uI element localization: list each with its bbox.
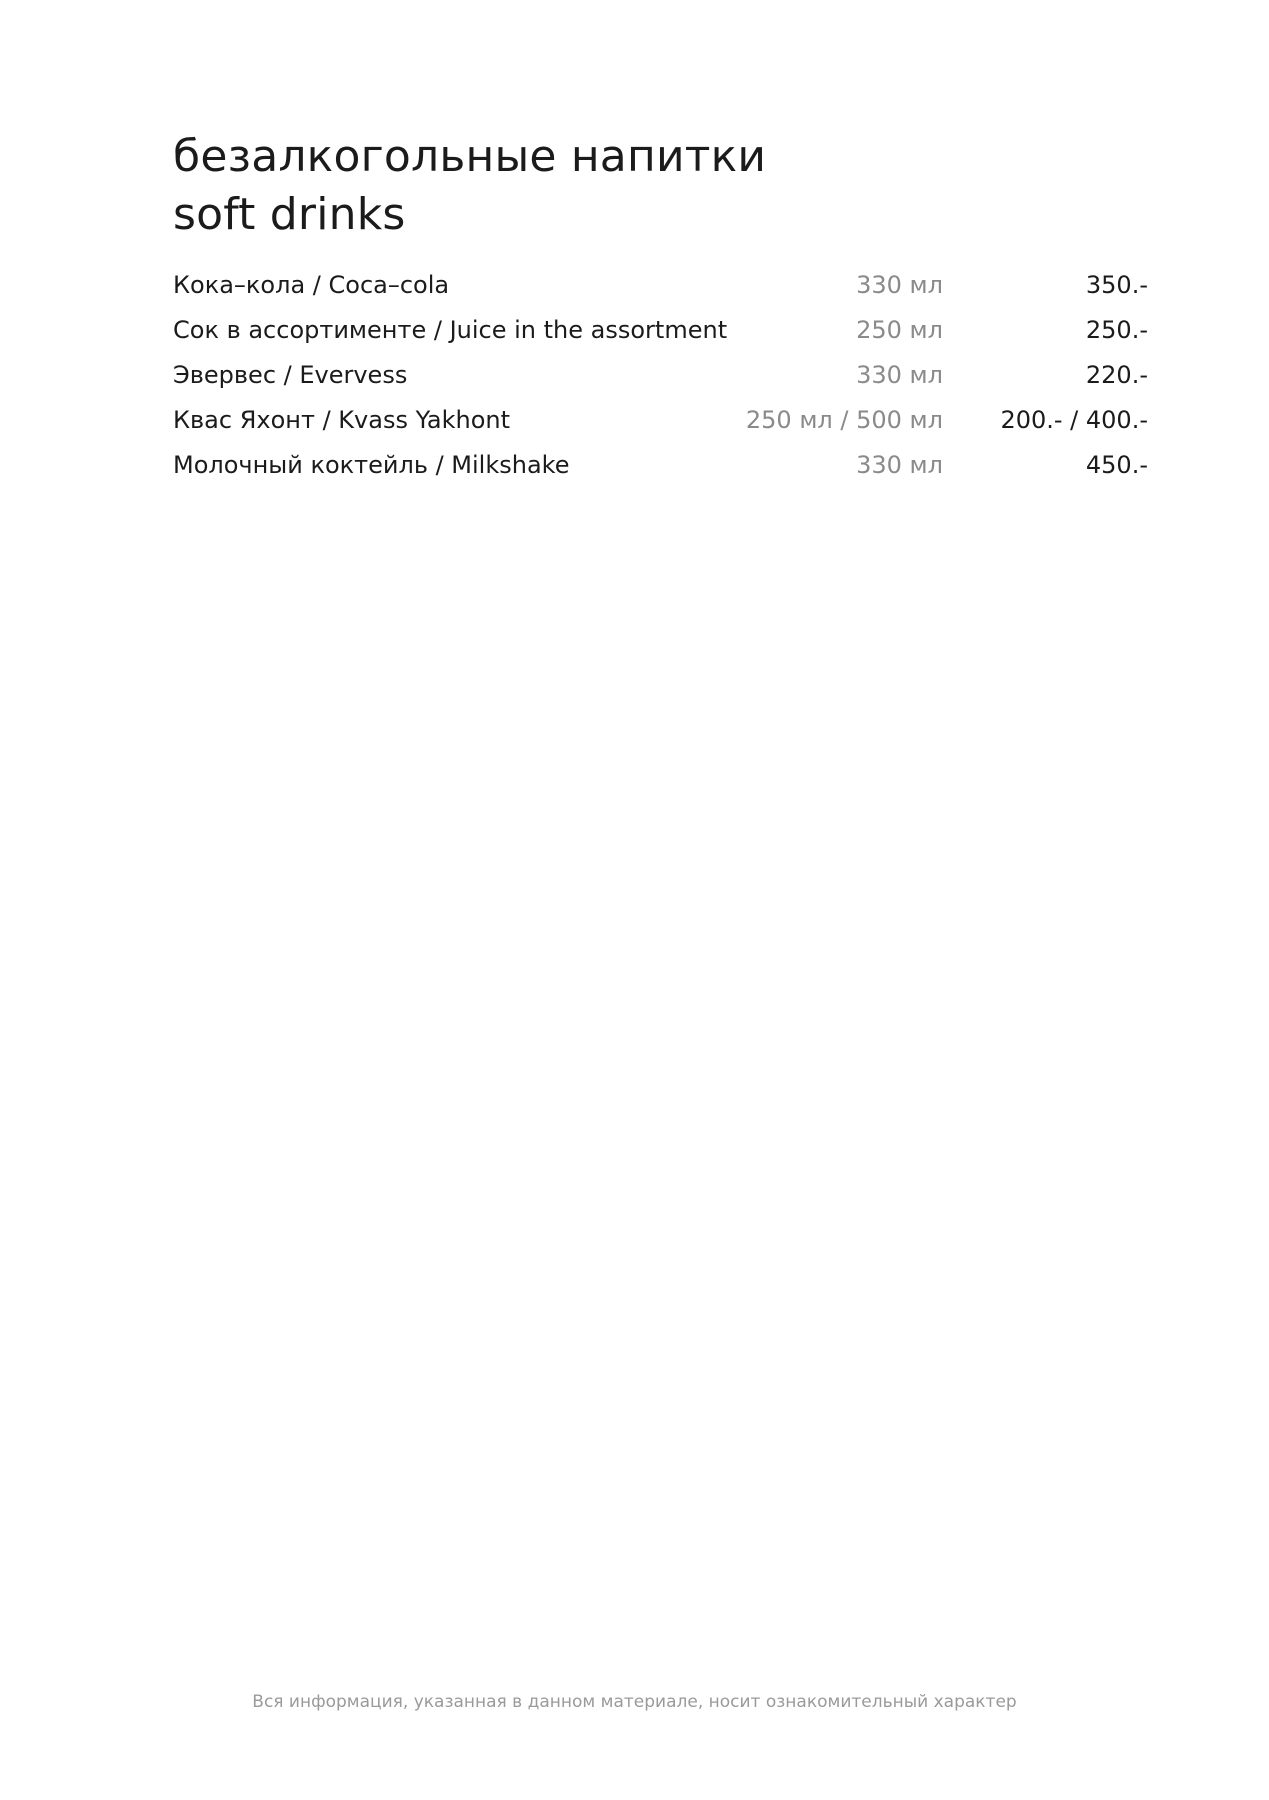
menu-item-price: 250.- — [1085, 316, 1148, 344]
drinks-menu-list — [173, 263, 1173, 488]
menu-item-volume: 330 мл — [856, 361, 943, 389]
page-title — [173, 128, 766, 244]
menu-item-volume: 330 мл — [856, 451, 943, 479]
menu-item-name: Сок в ассортименте / Juice in the assortment — [173, 316, 728, 344]
menu-item — [173, 398, 1173, 443]
menu-item-price: 350.- — [1085, 271, 1148, 299]
menu-item-name: Кока–кола / Coca–cola — [173, 271, 450, 299]
menu-item-price: 200.- / 400.- — [1000, 406, 1148, 434]
menu-item — [173, 443, 1173, 488]
menu-item — [173, 308, 1173, 353]
menu-item — [173, 353, 1173, 398]
menu-item-name: Эвервес / Evervess — [173, 361, 408, 389]
menu-item-volume: 330 мл — [856, 271, 943, 299]
page-title-en: soft drinks — [173, 189, 406, 240]
menu-item-price: 450.- — [1085, 451, 1148, 479]
menu-item-volume: 250 мл — [856, 316, 943, 344]
menu-item-price: 220.- — [1085, 361, 1148, 389]
menu-item-name: Квас Яхонт / Kvass Yakhont — [173, 406, 511, 434]
menu-item — [173, 263, 1173, 308]
menu-item-volume: 250 мл / 500 мл — [745, 406, 943, 434]
menu-item-name: Молочный коктейль / Milkshake — [173, 451, 570, 479]
page-title-ru: безалкогольные напитки — [173, 131, 767, 182]
footer-disclaimer: Вся информация, указанная в данном материале, носит ознакомительный характер — [252, 1692, 1017, 1712]
